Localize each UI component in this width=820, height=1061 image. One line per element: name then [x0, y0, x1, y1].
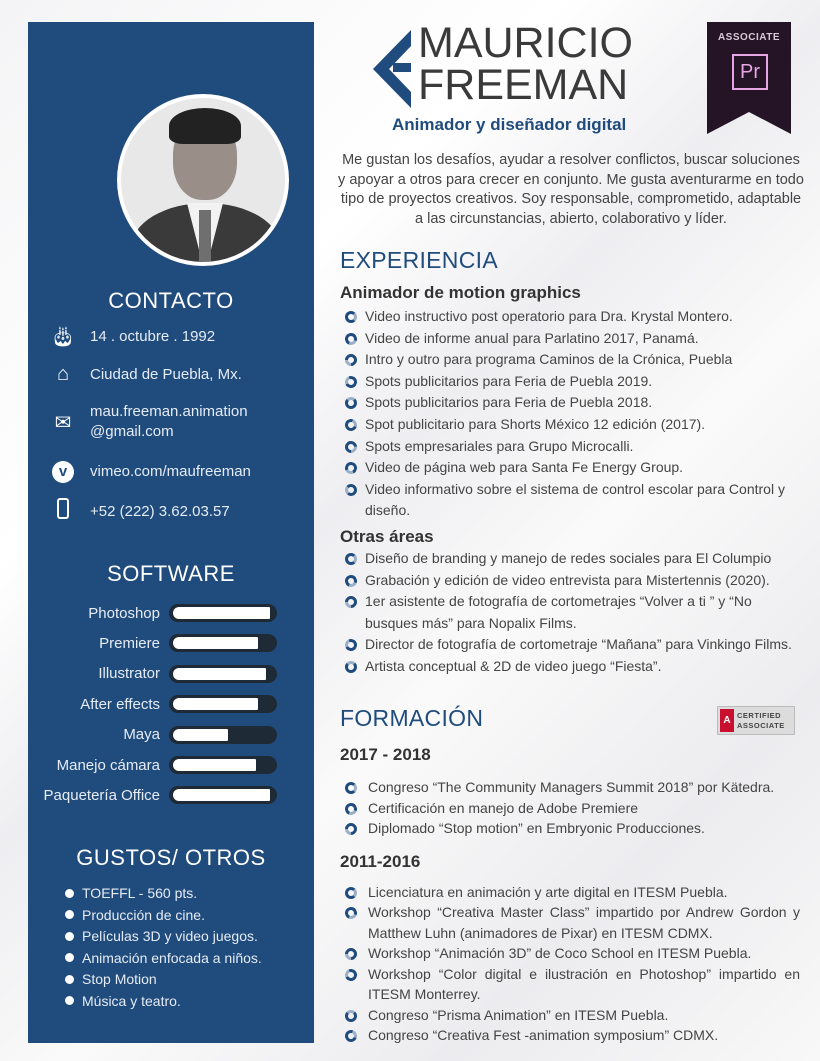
list-item — [340, 306, 800, 328]
hobbies-title: GUSTOS/ OTROS — [76, 845, 266, 870]
hobby-item — [65, 971, 157, 987]
list-item-text: Congreso “Prisma Animation” en ITESM Puebla. — [368, 1006, 669, 1023]
cert-line1: CERTIFIED — [737, 710, 782, 720]
hobby-item — [65, 885, 197, 901]
certified-associate-badge — [717, 706, 795, 735]
bullet-ring-icon — [345, 397, 357, 409]
intro-text: Me gustan los desafíos, ayudar a resolver conflictos, buscar soluciones y apoyar a otros para crecer en conjunto. Me gusta aventurarme en todo tipo de proyectos creativos. Soy responsable, comprometido, adaptable a las circunstancias, abierto, colaborativo y líder. — [338, 152, 804, 228]
experience-title: EXPERIENCIA — [340, 247, 498, 273]
list-item — [340, 479, 800, 522]
list-item-text: Video de página web para Santa Fe Energy Group. — [365, 459, 684, 476]
bullet-ring-icon — [345, 483, 358, 496]
motion-graphics-title: Animador de motion graphics — [340, 283, 581, 302]
bullet-dot-icon — [65, 910, 74, 919]
list-item — [340, 371, 800, 393]
bullet-dot-icon — [65, 932, 74, 941]
bullet-ring-icon — [343, 967, 359, 983]
bullet-ring-icon — [343, 801, 359, 817]
list-item — [340, 570, 800, 592]
skill-bar — [169, 665, 277, 683]
bullet-ring-icon — [343, 331, 359, 347]
contact-email[interactable] — [50, 402, 248, 442]
skill-bar — [169, 695, 277, 713]
birthday-text: 14 . octubre . 1992 — [90, 328, 216, 345]
bullet-ring-icon — [345, 553, 357, 565]
skill-bar-fill — [173, 759, 256, 771]
skill-bar-fill — [173, 789, 270, 801]
education-section — [340, 745, 800, 1046]
vimeo-text[interactable]: vimeo.com/maufreeman — [90, 462, 251, 480]
bullet-ring-icon — [345, 1009, 357, 1021]
education-title: FORMACIÓN — [340, 705, 484, 731]
list-item-text: 1er asistente de fotografía de cortometrajes “Volver a ti ” y “No busques más” para Nopalix Films. — [365, 593, 752, 631]
period-2017-2018: 2017 - 2018 — [340, 745, 431, 764]
list-item-text: Congreso “Creativa Fest -animation symposium” CDMX. — [368, 1027, 719, 1043]
contact-birthday — [50, 324, 215, 349]
list-item — [340, 777, 800, 798]
bullet-dot-icon — [65, 889, 74, 898]
bullet-ring-icon — [343, 573, 359, 589]
skill-name: Maya — [123, 726, 160, 744]
period-2011-2016: 2011-2016 — [340, 851, 421, 871]
list-item — [340, 798, 800, 819]
contact-location — [50, 363, 242, 386]
experience-section — [340, 283, 800, 678]
skill-name: Premiere — [99, 634, 160, 652]
list-item-text: Intro y outro para programa Caminos de la Crónica, Puebla — [365, 351, 733, 368]
list-item — [340, 328, 800, 350]
email-text[interactable]: mau.freeman.animation @gmail.com — [90, 403, 248, 440]
home-icon: ⌂ — [56, 363, 70, 385]
list-item — [340, 882, 800, 903]
contact-vimeo[interactable] — [50, 459, 251, 483]
list-item-text: Video informativo sobre el sistema de control escolar para Control y diseño. — [365, 480, 785, 519]
sidebar — [28, 22, 314, 1043]
bullet-dot-icon — [65, 996, 74, 1005]
list-item-text: Workshop “Color digital e ilustración en Photoshop” impartido en ITESM Monterrey. — [368, 965, 800, 1002]
phone-icon — [50, 498, 76, 525]
bullet-ring-icon — [343, 1028, 359, 1044]
skill-row — [28, 724, 314, 746]
list-item — [340, 656, 800, 678]
skill-bar — [169, 604, 277, 622]
skill-bar-fill — [173, 637, 258, 649]
skill-name: Illustrator — [98, 665, 160, 683]
list-item-text: Spot publicitario para Shorts México 12 edición (2017). — [365, 415, 706, 432]
logo-icon — [371, 30, 413, 108]
skill-bar-fill — [173, 607, 270, 619]
list-item — [340, 436, 800, 458]
bullet-ring-icon — [343, 461, 358, 476]
list-item — [340, 634, 800, 656]
skill-row — [28, 632, 314, 654]
list-item — [340, 1005, 800, 1026]
location-text: Ciudad de Puebla, Mx. — [90, 366, 242, 383]
list-item-text: Workshop “Creativa Master Class” impartido por Andrew Gordon y Matthew Luhn (animadores de Pixar) en ITESM CDMX. — [368, 904, 800, 941]
bullet-dot-icon — [65, 975, 74, 984]
list-item-text: Licenciatura en animación y arte digital en ITESM Puebla. — [368, 883, 728, 900]
hobby-text: Animación enfocada a niños. — [82, 949, 262, 966]
list-item — [340, 457, 800, 479]
bullet-ring-icon — [343, 946, 360, 963]
hobby-text: Producción de cine. — [82, 906, 205, 923]
skill-name: Photoshop — [88, 604, 160, 622]
hobby-item — [65, 993, 181, 1009]
bullet-ring-icon — [343, 374, 359, 390]
list-item — [340, 392, 800, 414]
list-item-text: Director de fotografía de cortometraje “Mañana” para Vinkingo Films. — [365, 636, 792, 653]
skill-bar — [169, 786, 277, 804]
skill-row — [28, 784, 314, 806]
hobby-text: TOEFFL - 560 pts. — [82, 885, 198, 901]
list-item — [340, 414, 800, 436]
skill-name: After effects — [80, 695, 160, 713]
list-item — [340, 943, 800, 964]
skill-bar-fill — [173, 729, 228, 741]
list-item — [340, 349, 800, 371]
first-name: MAURICIO — [418, 19, 633, 67]
list-item — [340, 548, 800, 570]
list-item — [340, 591, 800, 634]
skill-row — [28, 693, 314, 715]
hobby-item — [65, 950, 262, 966]
skill-row — [28, 754, 314, 776]
skill-name: Paquetería Office — [43, 786, 160, 804]
hobby-text: Música y teatro. — [82, 992, 181, 1009]
mail-icon: ✉ — [54, 411, 72, 434]
name — [418, 19, 633, 109]
skill-bar — [169, 756, 277, 774]
bullet-ring-icon — [345, 887, 357, 899]
list-item-text: Grabación y edición de video entrevista para Mistertennis (2020). — [365, 571, 770, 588]
bullet-ring-icon — [345, 782, 357, 794]
list-item-text: Certificación en manejo de Adobe Premiere — [368, 799, 639, 816]
contact-phone — [50, 498, 230, 525]
bullet-ring-icon — [343, 638, 359, 654]
other-areas-title: Otras áreas — [340, 526, 434, 546]
phone-text: +52 (222) 3.62.03.57 — [90, 503, 230, 520]
list-item-text: Diseño de branding y manejo de redes sociales para El Columpio — [365, 549, 772, 566]
list-item-text: Diplomado “Stop motion” en Embryonic Producciones. — [368, 820, 705, 836]
associate-badge — [707, 22, 791, 134]
bullet-ring-icon — [343, 352, 360, 369]
contact-title: CONTACTO — [108, 288, 234, 313]
list-item-text: Spots empresariales para Grupo Microcalli. — [365, 437, 634, 454]
list-item-text: Congreso “The Community Managers Summit 2018” por Kätedra. — [368, 779, 775, 795]
cert-line2: ASSOCIATE — [737, 720, 785, 730]
list-item — [340, 902, 800, 943]
bullet-ring-icon — [343, 438, 360, 455]
list-item — [340, 818, 800, 839]
adobe-icon: A — [720, 709, 734, 732]
hobby-text: Películas 3D y video juegos. — [82, 928, 258, 944]
cake-icon: 🎂︎ — [50, 326, 76, 348]
list-item-text: Video de informe anual para Parlatino 2017, Panamá. — [365, 329, 699, 346]
skill-bar-fill — [173, 668, 266, 680]
list-item-text: Artista conceptual & 2D de video juego “Fiesta”. — [365, 657, 662, 674]
list-item-text: Video instructivo post operatorio para Dra. Krystal Montero. — [365, 308, 733, 324]
bullet-ring-icon — [345, 311, 357, 323]
list-item-text: Spots publicitarios para Feria de Puebla 2019. — [365, 372, 653, 389]
bullet-ring-icon — [343, 417, 359, 433]
hobby-text: Stop Motion — [82, 971, 157, 987]
list-item — [340, 964, 800, 1005]
last-name: FREEMAN — [418, 61, 629, 109]
skill-row — [28, 602, 314, 624]
skill-bar — [169, 634, 277, 652]
hobby-item — [65, 928, 258, 944]
badge-label: ASSOCIATE — [717, 32, 781, 43]
bullet-ring-icon — [343, 905, 359, 921]
list-item-text: Workshop “Animación 3D” de Coco School en ITESM Puebla. — [368, 945, 752, 961]
skill-bar — [169, 726, 277, 744]
bullet-ring-icon — [343, 594, 360, 611]
job-title: Animador y diseñador digital — [392, 115, 627, 134]
bullet-dot-icon — [65, 953, 74, 962]
list-item-text: Spots publicitarios para Feria de Puebla 2018. — [365, 394, 653, 411]
skill-bar-fill — [173, 698, 258, 710]
profile-photo — [117, 94, 289, 266]
software-title: SOFTWARE — [107, 561, 235, 586]
bullet-ring-icon — [345, 661, 357, 673]
list-item — [340, 1025, 800, 1046]
vimeo-icon: v — [50, 459, 76, 483]
premiere-icon: Pr — [732, 54, 768, 90]
bullet-ring-icon — [343, 821, 360, 838]
skill-name: Manejo cámara — [56, 756, 160, 774]
skill-row — [28, 663, 314, 685]
hobby-item — [65, 907, 205, 923]
